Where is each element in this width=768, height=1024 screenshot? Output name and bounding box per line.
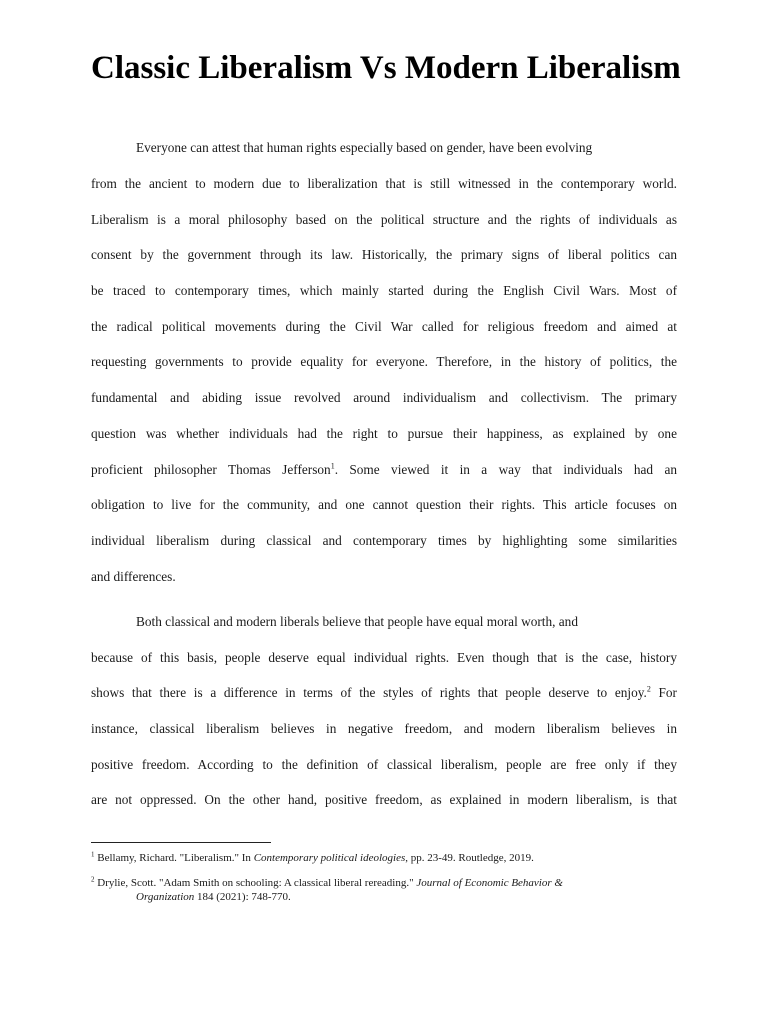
paragraph-line: individual liberalism during classical and contemporary times by highlighting some similarities: [91, 533, 677, 548]
footnote-text: Drylie, Scott. "Adam Smith on schooling: A classical liberal rereading.": [94, 877, 417, 889]
footnote-ref-1[interactable]: 1: [330, 461, 335, 471]
paragraph-line: fundamental and abiding issue revolved around individualism and collectivism. The primary: [91, 390, 677, 405]
paragraph-line: Everyone can attest that human rights especially based on gender, have been evolving: [136, 140, 593, 155]
paragraph-line: question was whether individuals had the right to pursue their happiness, as explained by one: [91, 426, 677, 441]
paragraph-line: obligation to live for the community, and one cannot question their rights. This article focuses on: [91, 497, 677, 512]
document-title: Classic Liberalism Vs Modern Liberalism: [91, 50, 681, 86]
line-text: proficient philosopher Thomas Jefferson: [91, 462, 331, 477]
paragraph-line: [91, 684, 677, 702]
footnote-source-title: Contemporary political ideologies: [253, 852, 406, 864]
paragraph-line: be traced to contemporary times, which mainly started during the English Civil Wars. Most of: [91, 283, 677, 298]
paragraph-line: Both classical and modern liberals believe that people have equal moral worth, and: [136, 614, 578, 629]
footnote-text: 184 (2021): 748-770.: [194, 891, 291, 903]
footnote-separator: [91, 842, 271, 843]
footnote-ref-2[interactable]: 2: [646, 684, 651, 694]
paragraph-line: are not oppressed. On the other hand, positive freedom, as explained in modern liberalism, is that: [91, 792, 677, 807]
footnote-text: Bellamy, Richard. "Liberalism." In: [94, 852, 254, 864]
paragraph-line: positive freedom. According to the definition of classical liberalism, people are free only if they: [91, 757, 677, 772]
paragraph-line: consent by the government through its law. Historically, the primary signs of liberal politics can: [91, 247, 677, 262]
footnote-2-continuation: [136, 890, 291, 904]
line-text: For: [650, 685, 677, 700]
footnote-marker: 2: [91, 875, 95, 884]
footnote-source-title: Organization: [136, 891, 195, 903]
footnote-1: [91, 851, 534, 865]
line-text: shows that there is a difference in terms of the styles of rights that people deserve to enjoy.: [91, 685, 647, 700]
paragraph-line: and differences.: [91, 569, 176, 584]
paragraph-line: because of this basis, people deserve equal individual rights. Even though that is the case, history: [91, 650, 677, 665]
paragraph-line: [91, 461, 677, 479]
footnote-2: [91, 876, 563, 890]
line-text: . Some viewed it in a way that individuals had an: [334, 462, 677, 477]
paragraph-line: requesting governments to provide equality for everyone. Therefore, in the history of politics, the: [91, 354, 677, 369]
footnote-source-title: Journal of Economic Behavior &: [416, 877, 563, 889]
footnote-marker: 1: [91, 850, 95, 859]
paragraph-line: from the ancient to modern due to liberalization that is still witnessed in the contemporary world.: [91, 176, 677, 191]
paragraph-line: the radical political movements during the Civil War called for religious freedom and aimed at: [91, 319, 677, 334]
footnote-text: , pp. 23-49. Routledge, 2019.: [405, 852, 534, 864]
paragraph-line: Liberalism is a moral philosophy based on the political structure and the rights of individuals as: [91, 212, 677, 227]
paragraph-line: instance, classical liberalism believes in negative freedom, and modern liberalism believes in: [91, 721, 677, 736]
